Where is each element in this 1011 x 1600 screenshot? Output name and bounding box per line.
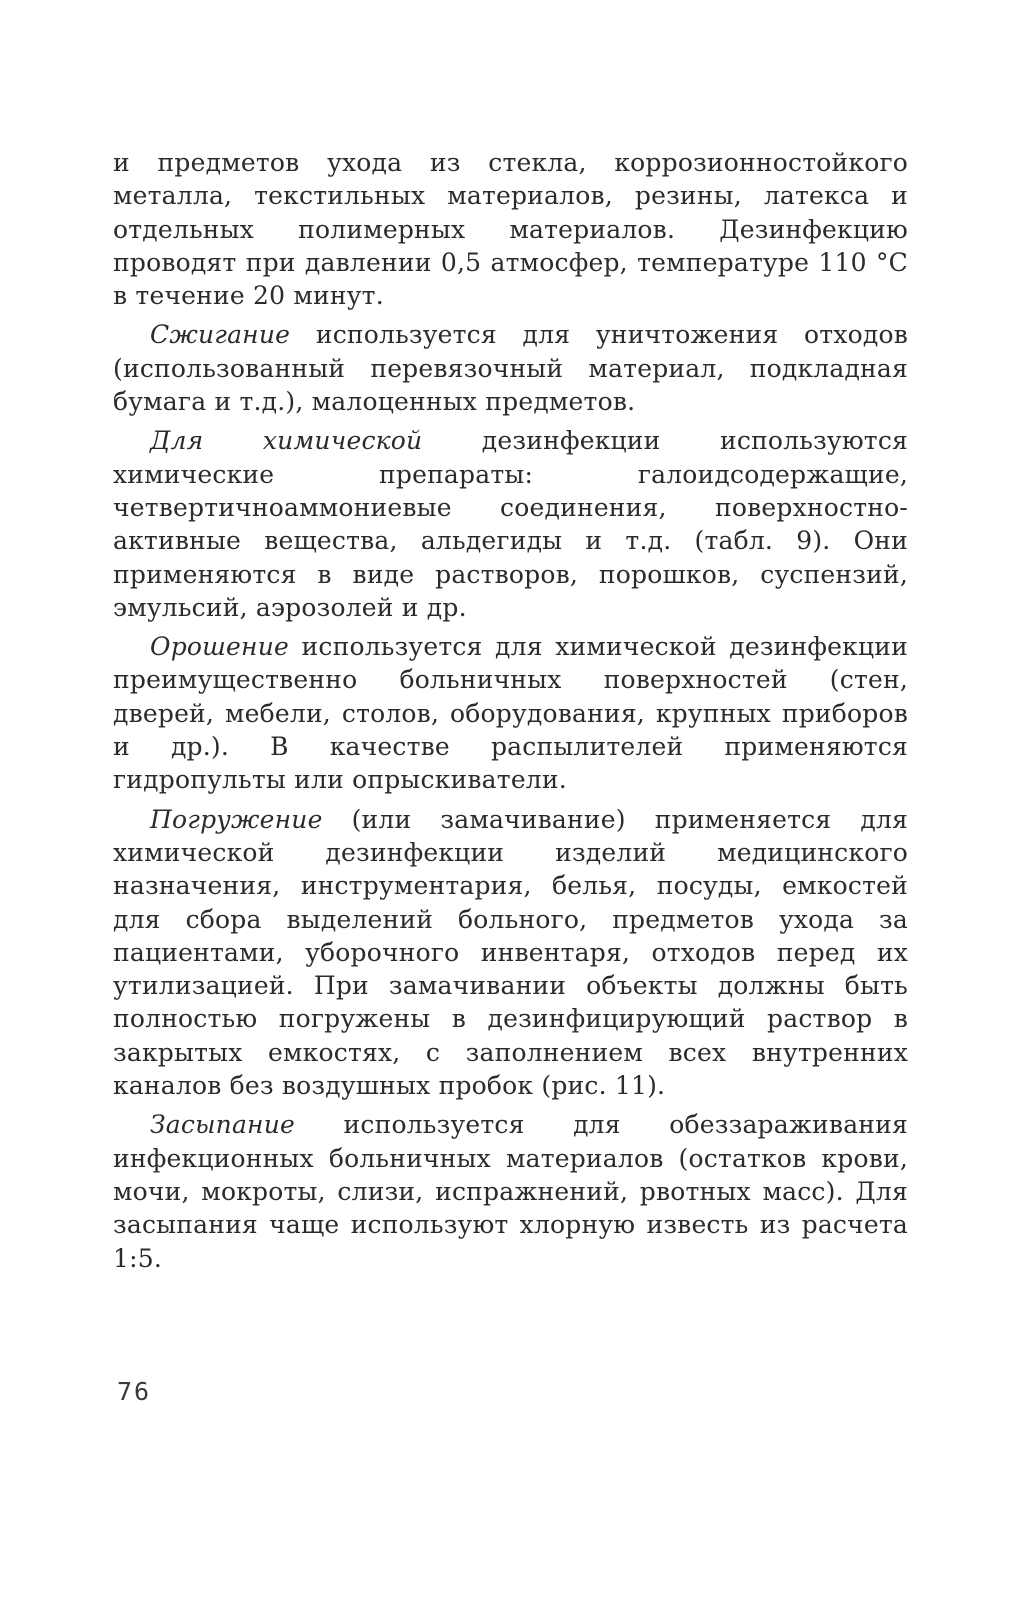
page-number: 76 (117, 1377, 152, 1406)
paragraph-chemical (113, 424, 908, 624)
term-immersion: Погружение (150, 804, 323, 834)
paragraph-irrigation (113, 630, 908, 796)
term-burning: Сжигание (150, 320, 291, 350)
paragraph-text: используется для обеззараживания инфекционных больничных материалов (остатков крови, мочи, мокроты, слизи, испражнений, рвотных масс). Для засыпания чаще используют хлорную известь из расчета 1:5. (113, 1110, 908, 1273)
term-sprinkling: Засыпание (150, 1110, 296, 1140)
paragraph-text: (или замачивание) применяется для химической дезинфекции изделий медицинского назначения, инструментария, белья, посуды, емкостей для сбора выделений больного, предметов ухода за пациентами, уборочного инвентаря, отходов перед их утилизацией. При замачивании объекты должны быть полностью погружены в дезинфицирующий раствор в закрытых емкостях, с заполнением всех внутренних каналов без воздушных пробок (рис. 11). (113, 804, 908, 1101)
term-irrigation: Орошение (150, 632, 289, 662)
paragraph-text: используется для уничтожения отходов (использованный перевязочный материал, подкладная бумага и т.д.), малоценных предметов. (113, 320, 908, 417)
paragraph-text: и предметов ухода из стекла, коррозионностойкого металла, текстильных материалов, резины, латекса и отдельных полимерных материалов. Дезинфекцию проводят при давлении 0,5 атмосфер, температуре 110 °С в течение 20 минут. (113, 148, 908, 311)
paragraph-text: дезинфекции используются химические препараты: галоидсодержащие, четвертичноаммониевые соединения, поверхностно-активные вещества, альдегиды и т.д. (табл. 9). Они применяются в виде растворов, порошков, суспензий, эмульсий, аэрозолей и др. (113, 426, 908, 622)
term-chemical: Для химической (150, 426, 423, 456)
paragraph-text: используется для химической дезинфекции преимущественно больничных поверхностей (стен, дверей, мебели, столов, оборудования, крупных приборов и др.). В качестве распылителей применяются гидропульты или опрыскиватели. (113, 632, 908, 795)
paragraph-immersion (113, 803, 908, 1103)
body-text (113, 146, 908, 1281)
paragraph-burning (113, 318, 908, 418)
paragraph-sprinkling (113, 1108, 908, 1274)
paragraph-continuation (113, 146, 908, 312)
